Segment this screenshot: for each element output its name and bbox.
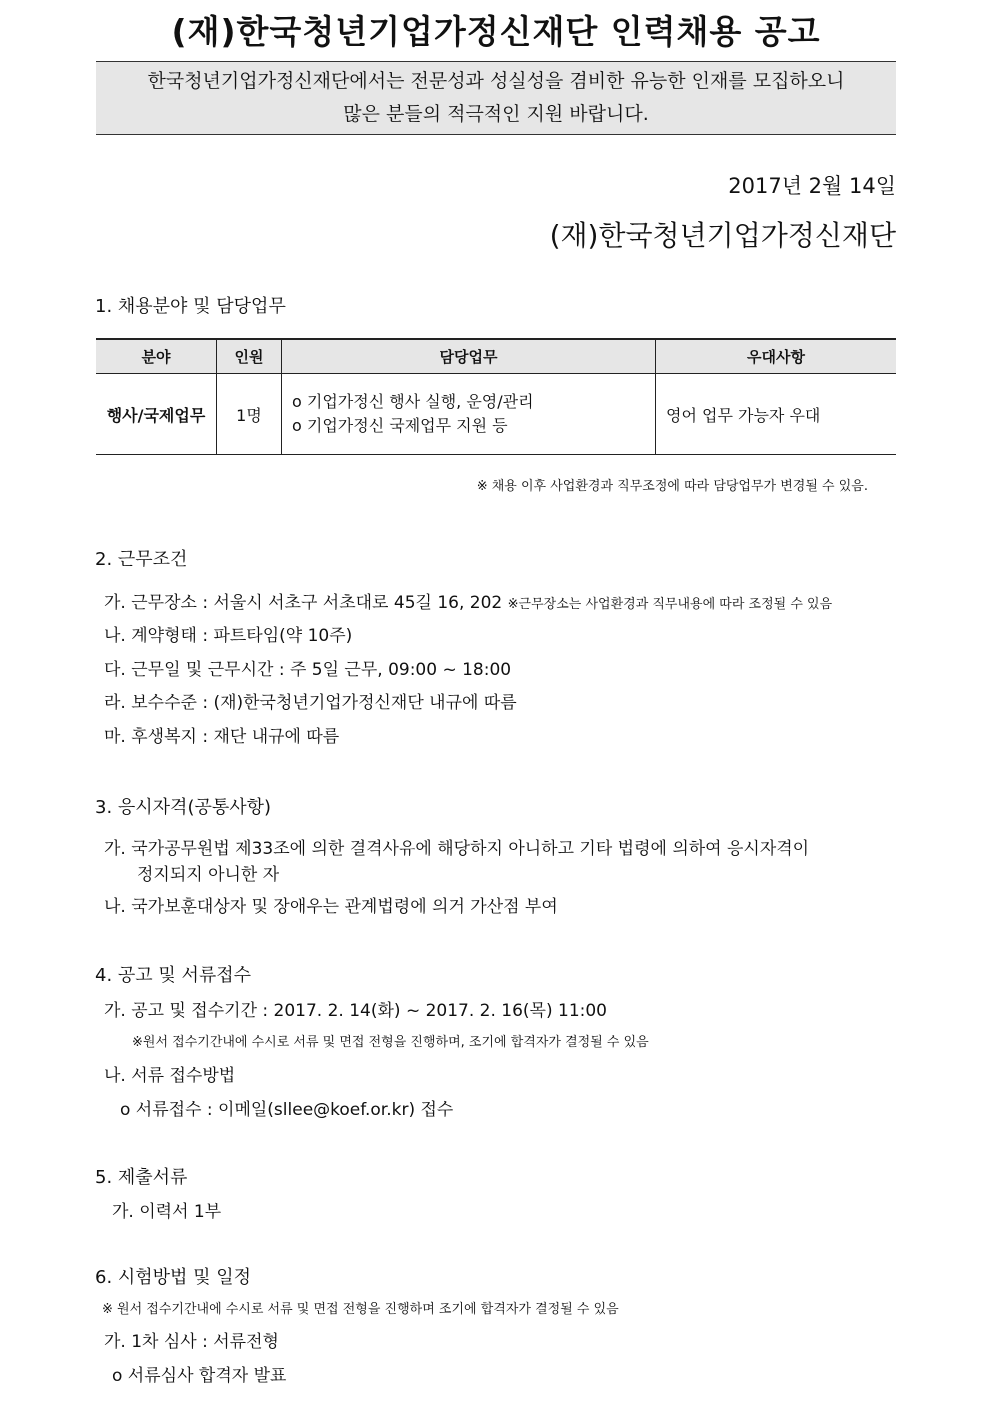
section-3-title: 3. 응시자격(공통사항) [95,797,272,818]
intro-line-1: 한국청년기업가정신재단에서는 전문성과 성실성을 겸비한 유능한 인재를 모집하오니 [147,70,845,92]
qualification-2: 나. 국가보훈대상자 및 장애우는 관계법령에 의거 가산점 부여 [104,897,558,917]
section-5-title: 5. 제출서류 [95,1167,188,1188]
cell-preference: 영어 업무 가능자 우대 [656,374,897,455]
recruitment-table [96,338,896,455]
notice-date: 2017년 2월 14일 [728,174,896,198]
qualification-1-line-1: 가. 국가공무원법 제33조에 의한 결격사유에 해당하지 아니하고 기타 법령에 의하여 응시자격이 [104,839,810,859]
duty-change-note: ※ 채용 이후 사업환경과 직무조정에 따라 담당업무가 변경될 수 있음. [476,479,868,494]
table-row [96,374,896,455]
schedule-step-1: 가. 1차 심사 : 서류전형 [104,1332,279,1352]
condition-contract: 나. 계약형태 : 파트타임(약 10주) [104,626,353,646]
location-note: ※근무장소는 사업환경과 직무내용에 따라 조정될 수 있음 [507,597,833,612]
condition-salary: 라. 보수수준 : (재)한국청년기업가정신재단 내규에 따름 [104,693,517,713]
condition-welfare: 마. 후생복지 : 재단 내규에 따름 [104,727,340,747]
section-4-title: 4. 공고 및 서류접수 [95,965,252,986]
organization-name: (재)한국청년기업가정신재단 [549,219,896,252]
application-period: 가. 공고 및 접수기간 : 2017. 2. 14(화) ~ 2017. 2. 16(목) 11:00 [104,1001,607,1021]
intro-line-2: 많은 분들의 적극적인 지원 바랍니다. [343,103,649,125]
condition-location: 가. 근무장소 : 서울시 서초구 서초대로 45길 16, 202 ※근무장소는 사업환경과 직무내용에 따라 조정될 수 있음 [104,593,833,613]
section-2-title: 2. 근무조건 [95,549,188,570]
table-header-row [96,339,896,374]
header-count: 인원 [217,339,282,374]
documents-item: 가. 이력서 1부 [112,1202,222,1222]
duty-item: o 기업가정신 행사 실행, 운영/관리 [292,392,534,411]
cell-duty [282,374,656,455]
cell-field: 행사/국제업무 [96,374,217,455]
duty-item: o 기업가정신 국제업무 지원 등 [292,416,508,435]
header-duty: 담당업무 [282,339,656,374]
application-method: 나. 서류 접수방법 [104,1066,236,1086]
header-preference: 우대사항 [656,339,897,374]
schedule-note: ※ 원서 접수기간내에 수시로 서류 및 면접 전형을 진행하며 조기에 합격자가 결정될 수 있음 [102,1302,619,1317]
notice-title: (재)한국청년기업가정신재단 인력채용 공고 [171,12,821,51]
application-method-detail: o 서류접수 : 이메일(sllee@koef.or.kr) 접수 [120,1100,454,1120]
section-1-title: 1. 채용분야 및 담당업무 [95,296,286,317]
condition-hours: 다. 근무일 및 근무시간 : 주 5일 근무, 09:00 ~ 18:00 [104,660,512,680]
section-6-title: 6. 시험방법 및 일정 [95,1267,252,1288]
header-field: 분야 [96,339,217,374]
qualification-1-line-2: 정지되지 아니한 자 [137,865,280,885]
cell-count: 1명 [217,374,282,455]
intro-box [96,61,896,135]
application-period-note: ※원서 접수기간내에 수시로 서류 및 면접 전형을 진행하며, 조기에 합격자가 결정될 수 있음 [132,1035,649,1050]
schedule-step-1-detail: o 서류심사 합격자 발표 [112,1366,287,1386]
